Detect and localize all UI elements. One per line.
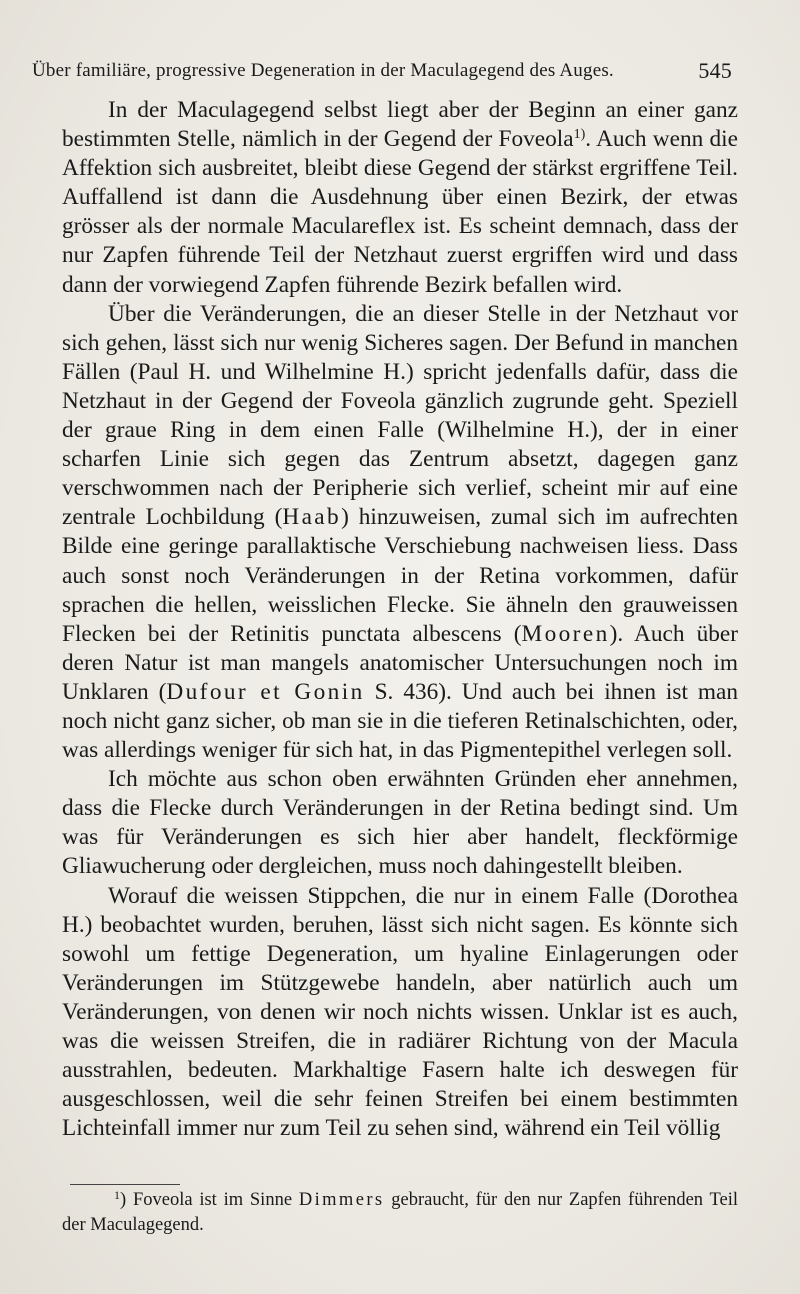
paragraph-1 [62, 96, 738, 300]
paragraph-2 [62, 300, 738, 766]
paragraph-2-part-d: S. 436). Und auch bei ihnen ist man noch nicht ganz sicher, ob man sie in die tieferen Retinalschichten, oder, was allerdings weniger für sich hat, in das Pigmentepithel verlegen soll. [62, 678, 738, 764]
page-number: 545 [698, 58, 732, 83]
footnote-divider [70, 1184, 180, 1185]
paragraph-2-part-c: ). Auch über deren Natur ist man mangels anatomischer Untersuchungen noch im Unklaren ( [62, 620, 738, 705]
paragraph-1-part-b: . Auch wenn die Affektion sich ausbreitet, bleibt diese Gegend der stärkst ergriffene Teil. Auffallend ist dann die Ausdehnung über einen Bezirk, der etwas grösser als der normale Maculareflex ist. Es scheint demnach, dass der nur Zapfen führende Teil der Netzhaut zuerst ergriffen wird und dass dann der vorwiegend Zapfen führende Bezirk befallen wird. [62, 126, 738, 298]
footnote [62, 1188, 738, 1238]
paragraph-1-part-a: In der Maculagegend selbst liegt aber der Beginn an einer ganz bestimmten Stelle, nämlich in der Gegend der Foveola [62, 97, 738, 153]
author-name-dufour-gonin: Dufour et Gonin [166, 678, 365, 705]
body-text [62, 96, 738, 1143]
page-header [32, 58, 732, 88]
footnote-mark: 1 [114, 1188, 120, 1202]
footnote-part-a: ) Foveola ist im Sinne [120, 1190, 299, 1210]
running-title: Über familiäre, progressive Degeneration in der Maculagegend des Auges. [32, 60, 614, 81]
paragraph-3: Ich möchte aus schon oben erwähnten Gründen eher annehmen, dass die Flecke durch Veränderungen in der Retina bedingt sind. Um was für Veränderungen es sich hier aber handelt, fleckförmige Gliawucherung oder dergleichen, muss noch dahingestellt bleiben. [62, 766, 738, 880]
footnote-reference: 1) [573, 127, 586, 143]
paragraph-2-part-a: Über die Veränderungen, die an dieser Stelle in der Netzhaut vor sich gehen, lässt sich nur wenig Sicheres sagen. Der Befund in manchen Fällen (Paul H. und Wilhelmine H.) spricht jedenfalls dafür, dass die Netzhaut in der Gegend der Foveola gänzlich zugrunde geht. Speziell der graue Ring in dem einen Falle (Wilhelmine H.), der in einer scharfen Linie sich gegen das Zentrum absetzt, dagegen ganz verschwommen nach der Peripherie sich verlief, scheint mir auf eine zentrale Lochbildung ( [62, 300, 738, 531]
author-name-haab: Haab [282, 504, 342, 531]
author-name-mooren: Mooren [521, 620, 610, 647]
paragraph-2-part-b: ) hinzuweisen, zumal sich im aufrechten Bilde eine geringe parallaktische Verschiebung nachweisen liess. Dass auch sonst noch Veränderungen in der Retina vorkommen, dafür sprachen die hellen, weisslichen Flecke. Sie ähneln den grauweissen Flecken bei der Retinitis punctata albescens ( [62, 504, 738, 647]
paragraph-4: Worauf die weissen Stippchen, die nur in einem Falle (Dorothea H.) beobachtet wurden, beruhen, lässt sich nicht sagen. Es könnte sich sowohl um fettige Degeneration, um hyaline Einlagerungen oder Veränderungen im Stützgewebe handeln, aber natürlich auch um Veränderungen, von denen wir noch nichts wissen. Unklar ist es auch, was die weissen Streifen, die in radiärer Richtung von der Macula ausstrahlen, bedeuten. Markhaltige Fasern halte ich deswegen für ausgeschlossen, weil die sehr feinen Streifen bei einem bestimmten Lichteinfall immer nur zum Teil zu sehen sind, während ein Teil völlig [62, 882, 738, 1142]
author-name-dimmer: Dimmers [298, 1190, 385, 1210]
footnote-part-b: gebraucht, für den nur Zapfen führenden Teil der Maculagegend. [62, 1190, 738, 1235]
